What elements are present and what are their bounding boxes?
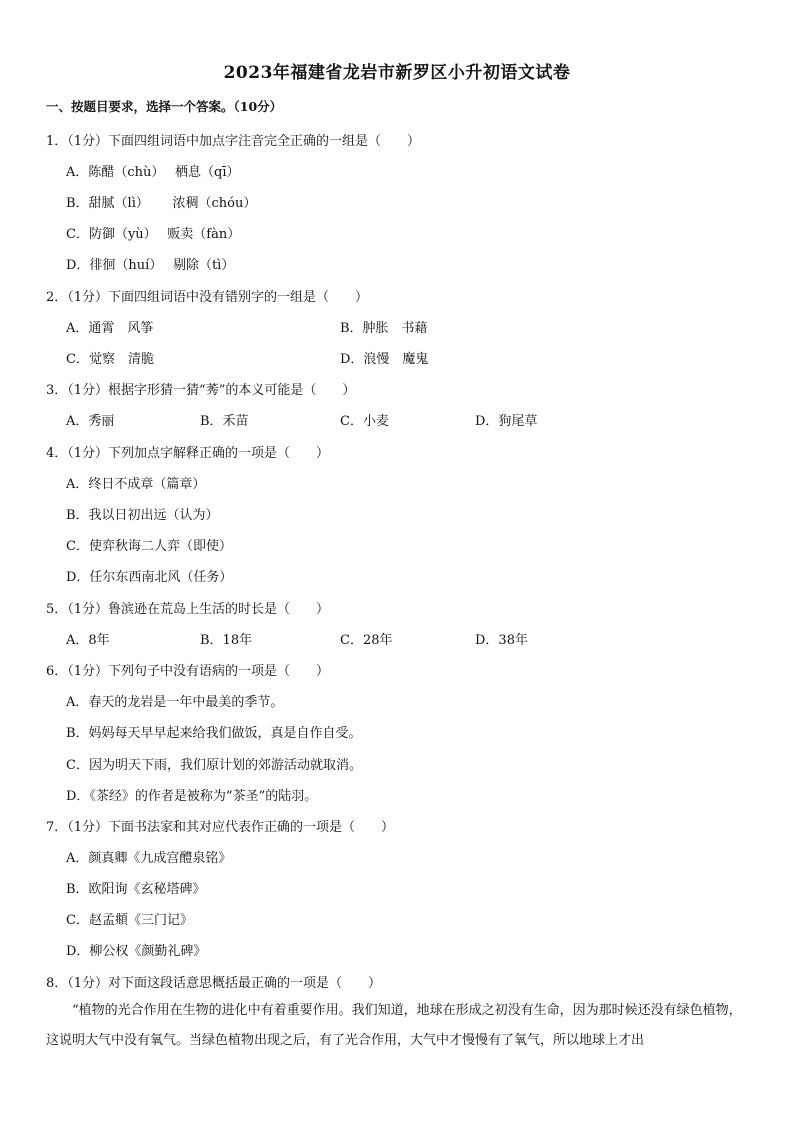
question-2-stem: 2．（1分）下面四组词语中没有错别字的一组是（ ） [46, 290, 369, 305]
question-2-option-b[interactable]: B．肿胀 书藉 [340, 321, 428, 336]
question-6-option-a[interactable]: A．春天的龙岩是一年中最美的季节。 [66, 695, 284, 710]
question-7-stem: 7．（1分）下面书法家和其对应代表作正确的一项是（ ） [46, 820, 395, 835]
question-7-option-a[interactable]: A．颜真卿《九成宫醴泉铭》 [66, 851, 232, 866]
question-1-option-b[interactable]: B．甜腻（lì） 浓稠（chóu） [66, 196, 257, 211]
question-2-option-d[interactable]: D．浪慢 魔鬼 [340, 352, 429, 367]
question-5-stem: 5．（1分）鲁滨逊在荒岛上生活的时长是（ ） [46, 602, 330, 617]
question-1-option-d[interactable]: D．徘徊（huí） 剔除（tì） [66, 258, 235, 273]
question-8-stem: 8．（1分）对下面这段话意思概括最正确的一项是（ ） [46, 976, 382, 991]
question-4-option-b[interactable]: B．我以日初出远（认为） [66, 508, 219, 523]
question-1-option-a[interactable]: A．陈醋（chù） 栖息（qī） [66, 165, 240, 180]
page-title: 2023年福建省龙岩市新罗区小升初语文试卷 [223, 63, 571, 83]
question-2-option-c[interactable]: C．觉察 清脆 [66, 352, 154, 367]
question-1-option-c[interactable]: C．防御（yù） 贩卖（fàn） [66, 227, 241, 242]
question-7-option-d[interactable]: D．柳公权《颜勤礼碑》 [66, 944, 207, 959]
section-heading: 一、按题目要求，选择一个答案。（10分） [46, 99, 283, 114]
question-5-option-d[interactable]: D．38年 [475, 633, 528, 648]
question-4-option-c[interactable]: C．使弈秋诲二人弈（即使） [66, 539, 232, 554]
question-5-option-a[interactable]: A．8年 [66, 633, 110, 648]
question-1-stem: 1．（1分）下面四组词语中加点字注音完全正确的一组是（ ） [46, 134, 421, 149]
question-3-option-b[interactable]: B．禾苗 [200, 414, 249, 429]
question-5-option-c[interactable]: C．28年 [340, 633, 393, 648]
question-3-option-d[interactable]: D．狗尾草 [475, 414, 538, 429]
question-4-stem: 4．（1分）下列加点字解释正确的一项是（ ） [46, 446, 330, 461]
question-7-option-c[interactable]: C．赵孟頫《三门记》 [66, 913, 193, 928]
question-8-passage: “植物的光合作用在生物的进化中有着重要作用。我们知道，地球在形成之初没有生命，因为那时候还没有绿色植物，这说明大气中没有氧气。当绿色植物出现之后，有了光合作用，大气中才慢慢有了氧气，所以地球上才出 [46, 1003, 742, 1048]
question-6-option-b[interactable]: B．妈妈每天早早起来给我们做饭，真是自作自受。 [66, 726, 362, 741]
question-4-option-a[interactable]: A．终日不成章（篇章） [66, 477, 206, 492]
question-6-option-d[interactable]: D．《茶经》的作者是被称为“茶圣”的陆羽。 [66, 789, 318, 804]
question-3-option-a[interactable]: A．秀丽 [66, 414, 115, 429]
question-4-option-d[interactable]: D．任尔东西南北风（任务） [66, 570, 233, 585]
question-2-option-a[interactable]: A．通霄 风筝 [66, 321, 154, 336]
question-5-option-b[interactable]: B．18年 [200, 633, 253, 648]
question-3-stem: 3．（1分）根据字形猜一猜“莠”的本义可能是（ ） [46, 383, 356, 398]
question-3-option-c[interactable]: C．小麦 [340, 414, 389, 429]
question-6-option-c[interactable]: C．因为明天下雨，我们原计划的郊游活动就取消。 [66, 758, 362, 773]
question-6-stem: 6．（1分）下列句子中没有语病的一项是（ ） [46, 664, 330, 679]
question-7-option-b[interactable]: B．欧阳询《玄秘塔碑》 [66, 882, 206, 897]
